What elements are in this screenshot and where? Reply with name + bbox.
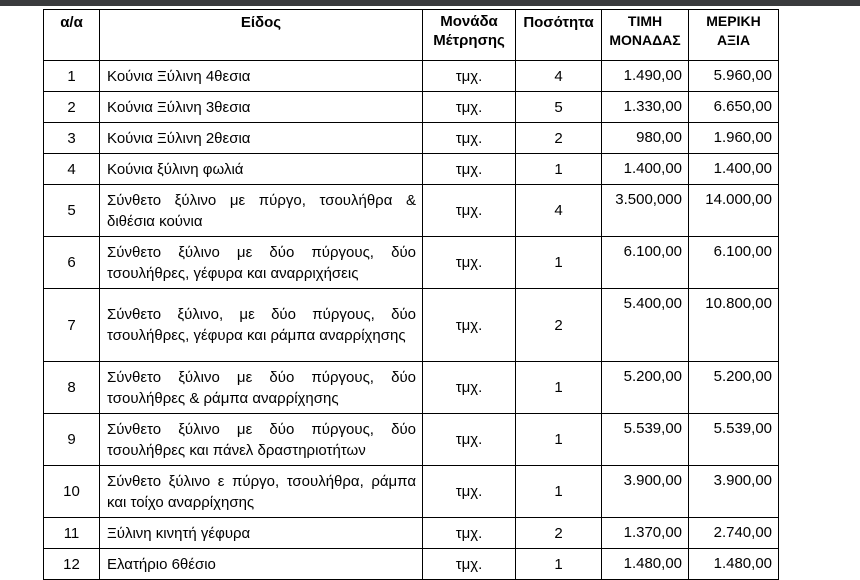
row-unit-price: 5.539,00 (602, 414, 689, 466)
row-index: 7 (44, 289, 100, 362)
row-item-description: Ελατήριο 6θέσιο (100, 549, 423, 580)
row-index: 3 (44, 123, 100, 154)
row-index: 10 (44, 466, 100, 518)
row-quantity: 2 (516, 518, 602, 549)
row-quantity: 1 (516, 154, 602, 185)
row-unit: τμχ. (423, 518, 516, 549)
row-item-description: Σύνθετο ξύλινο με δύο πύργους, δύο τσουλήθρες, γέφυρα και αναρριχήσεις (100, 237, 423, 289)
row-quantity: 5 (516, 92, 602, 123)
table-row (44, 92, 779, 123)
row-item-description: Κούνια Ξύλινη 2θεσια (100, 123, 423, 154)
row-partial-value: 5.539,00 (689, 414, 779, 466)
row-unit-price: 5.400,00 (602, 289, 689, 362)
row-quantity: 4 (516, 61, 602, 92)
row-item-description: Σύνθετο ξύλινο, με δύο πύργους, δύο τσουλήθρες, γέφυρα και ράμπα αναρρίχησης (100, 289, 423, 362)
items-table (43, 9, 779, 580)
row-item-description: Σύνθετο ξύλινο με δύο πύργους, δύο τσουλήθρες και πάνελ δραστηριοτήτων (100, 414, 423, 466)
row-unit-price: 1.370,00 (602, 518, 689, 549)
row-unit: τμχ. (423, 466, 516, 518)
table-row (44, 414, 779, 466)
row-index: 2 (44, 92, 100, 123)
row-unit-price: 1.330,00 (602, 92, 689, 123)
table-row (44, 237, 779, 289)
row-item-description: Κούνια Ξύλινη 3θεσια (100, 92, 423, 123)
table-row (44, 61, 779, 92)
row-index: 5 (44, 185, 100, 237)
row-quantity: 1 (516, 237, 602, 289)
row-index: 6 (44, 237, 100, 289)
row-item-description: Ξύλινη κινητή γέφυρα (100, 518, 423, 549)
row-item-description: Κούνια ξύλινη φωλιά (100, 154, 423, 185)
row-quantity: 2 (516, 289, 602, 362)
header-index: α/α (44, 10, 100, 61)
table-row (44, 289, 779, 362)
row-quantity: 1 (516, 414, 602, 466)
row-quantity: 4 (516, 185, 602, 237)
header-partial-value: ΜΕΡΙΚΗ ΑΞΙΑ (689, 10, 779, 61)
header-unit-price: ΤΙΜΗ ΜΟΝΑΔΑΣ (602, 10, 689, 61)
row-index: 4 (44, 154, 100, 185)
row-unit-price: 3.900,00 (602, 466, 689, 518)
table-row (44, 362, 779, 414)
row-unit-price: 5.200,00 (602, 362, 689, 414)
header-item: Είδος (100, 10, 423, 61)
row-index: 11 (44, 518, 100, 549)
header-row (44, 10, 779, 61)
row-unit: τμχ. (423, 92, 516, 123)
table-row (44, 123, 779, 154)
row-unit: τμχ. (423, 154, 516, 185)
row-partial-value: 1.480,00 (689, 549, 779, 580)
header-quantity: Ποσότητα (516, 10, 602, 61)
row-partial-value: 14.000,00 (689, 185, 779, 237)
table-row (44, 466, 779, 518)
row-partial-value: 6.100,00 (689, 237, 779, 289)
row-index: 9 (44, 414, 100, 466)
row-partial-value: 1.960,00 (689, 123, 779, 154)
row-unit: τμχ. (423, 362, 516, 414)
document-page (0, 6, 860, 572)
row-unit: τμχ. (423, 61, 516, 92)
row-index: 1 (44, 61, 100, 92)
row-unit: τμχ. (423, 289, 516, 362)
row-quantity: 1 (516, 362, 602, 414)
row-index: 12 (44, 549, 100, 580)
row-index: 8 (44, 362, 100, 414)
table-row (44, 185, 779, 237)
row-item-description: Σύνθετο ξύλινο με δύο πύργους, δύο τσουλήθρες & ράμπα αναρρίχησης (100, 362, 423, 414)
row-item-description: Κούνια Ξύλινη 4θεσια (100, 61, 423, 92)
row-partial-value: 5.960,00 (689, 61, 779, 92)
row-unit-price: 3.500,000 (602, 185, 689, 237)
row-partial-value: 10.800,00 (689, 289, 779, 362)
row-unit-price: 1.480,00 (602, 549, 689, 580)
row-unit: τμχ. (423, 237, 516, 289)
row-unit-price: 6.100,00 (602, 237, 689, 289)
table-row (44, 154, 779, 185)
row-partial-value: 3.900,00 (689, 466, 779, 518)
row-unit: τμχ. (423, 185, 516, 237)
row-unit-price: 1.400,00 (602, 154, 689, 185)
header-unit: Μονάδα Μέτρησης (423, 10, 516, 61)
row-unit-price: 1.490,00 (602, 61, 689, 92)
row-partial-value: 2.740,00 (689, 518, 779, 549)
row-unit: τμχ. (423, 549, 516, 580)
row-unit-price: 980,00 (602, 123, 689, 154)
row-partial-value: 5.200,00 (689, 362, 779, 414)
row-unit: τμχ. (423, 414, 516, 466)
row-partial-value: 6.650,00 (689, 92, 779, 123)
row-quantity: 2 (516, 123, 602, 154)
row-item-description: Σύνθετο ξύλινο ε πύργο, τσουλήθρα, ράμπα και τοίχο αναρρίχησης (100, 466, 423, 518)
row-item-description: Σύνθετο ξύλινο με πύργο, τσουλήθρα & διθέσια κούνια (100, 185, 423, 237)
table-row (44, 549, 779, 580)
row-quantity: 1 (516, 466, 602, 518)
row-unit: τμχ. (423, 123, 516, 154)
row-quantity: 1 (516, 549, 602, 580)
table-row (44, 518, 779, 549)
row-partial-value: 1.400,00 (689, 154, 779, 185)
